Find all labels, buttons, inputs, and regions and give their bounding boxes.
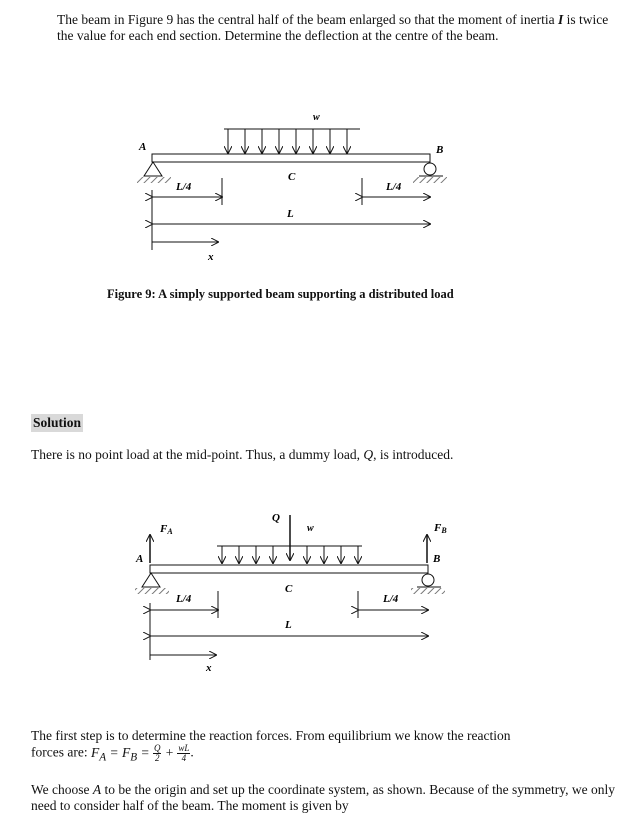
reaction-label-FA: FA — [160, 523, 173, 536]
coordinate-system-paragraph — [31, 782, 621, 814]
figure-free-body-diagram — [0, 505, 640, 680]
end-label-A: A — [139, 141, 147, 153]
pin-support-left-2 — [135, 573, 169, 594]
end-label-B-2: B — [433, 553, 441, 565]
step2-text-2: to be the origin and set up the coordinate system, as shown. Because of the symmetry, we only need to consider half of the beam. The moment is given by — [31, 782, 616, 813]
intro-text-1: The beam in Figure 9 has the central half of the beam enlarged so that the moment of inertia — [57, 12, 558, 27]
dim-label-L4-right: L/4 — [386, 181, 402, 193]
center-label-C-2: C — [285, 583, 293, 595]
dummy-load-label-Q: Q — [272, 512, 280, 524]
dim-label-L4-left-2: L/4 — [176, 593, 192, 605]
reaction-label-FB: FB — [434, 522, 447, 535]
roller-support-right-2 — [411, 574, 445, 594]
figure-9-diagram — [0, 100, 640, 270]
dim-label-L4-right-2: L/4 — [383, 593, 399, 605]
step2-symbol-A: A — [92, 782, 102, 797]
solution-heading: Solution — [33, 415, 82, 430]
intro-text-2: is twice the value for each end section. Determine the deflection at the centre of the beam. — [57, 12, 609, 43]
x-axis-label: x — [208, 251, 214, 263]
intro-symbol-I: I — [557, 12, 564, 27]
pin-support-left — [137, 162, 171, 183]
step1-line2-prefix: forces are: — [31, 744, 91, 760]
dummy-text-1: There is no point load at the mid-point. Thus, a dummy load, — [31, 447, 364, 462]
reaction-equation: $F_A = F_B$ = $\frac{Q}{2}$ + $\frac{wL}{4}$ — [90, 743, 190, 764]
span-label-L-2: L — [285, 619, 292, 631]
dummy-symbol-Q: Q — [363, 447, 374, 462]
load-label-w-2: w — [307, 523, 314, 534]
step2-text-1: We choose — [31, 782, 93, 797]
intro-paragraph — [57, 12, 617, 44]
figure-caption: Figure 9: A simply supported beam supporting a distributed load — [107, 287, 454, 301]
roller-support-right — [413, 163, 447, 183]
beam-2 — [150, 565, 428, 573]
fraction-Q-over-2: $\frac{Q}{2}$ — [153, 743, 161, 763]
dummy-text-2: , is introduced. — [373, 447, 454, 462]
step1-line1: The first step is to determine the reaction forces. From equilibrium we know the reaction — [31, 728, 511, 743]
center-label-C: C — [288, 171, 296, 183]
distributed-load-arrows — [224, 129, 360, 153]
load-label-w: w — [313, 112, 320, 123]
end-label-B: B — [436, 144, 444, 156]
x-axis-label-2: x — [206, 662, 212, 674]
fraction-wL-over-4: $\frac{wL}{4}$ — [178, 743, 190, 763]
beam — [152, 154, 430, 162]
span-label-L: L — [287, 208, 294, 220]
dummy-load-paragraph — [31, 447, 453, 463]
dim-label-L4-left: L/4 — [176, 181, 192, 193]
reaction-forces-paragraph: The first step is to determine the reaction forces. From equilibrium we know the reaction forces are: $F_A = F_B$ = $\frac{Q}{2}$ + $\frac{wL}{4}$ . — [31, 728, 511, 764]
end-label-A-2: A — [136, 553, 144, 565]
